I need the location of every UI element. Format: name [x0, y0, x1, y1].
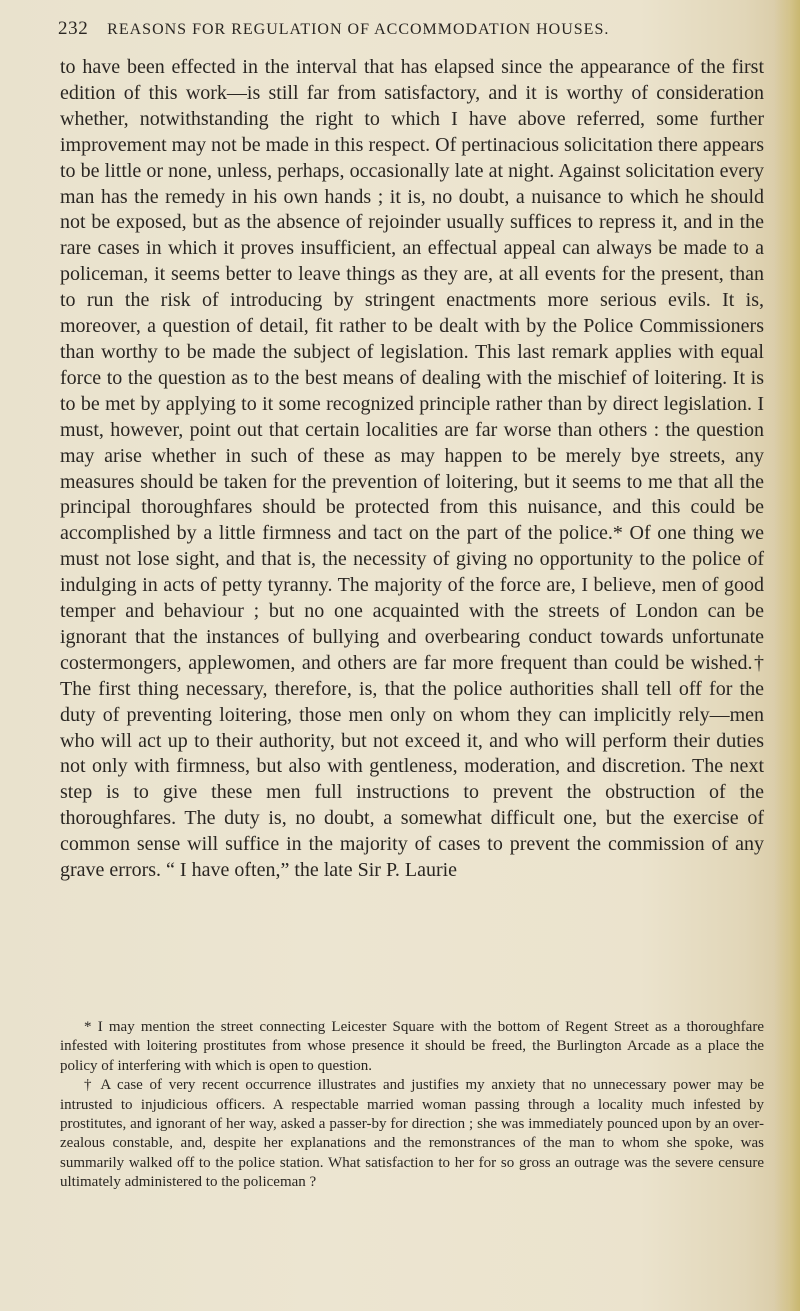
running-title: REASONS FOR REGULATION OF ACCOMMODATION HOUSES. — [107, 21, 610, 38]
body-text — [60, 55, 764, 884]
footnotes — [60, 1018, 764, 1193]
page-number: 232 — [58, 18, 89, 39]
running-head — [58, 18, 758, 48]
body-paragraph: to have been effected in the interval that has elapsed since the appearance of the first edition of this work—is still far from satisfactory, and it is worthy of consideration whether, notwithstanding the right to which I have above referred, some further improvement may not be made in this respect. Of pertinacious solicitation there appears to be little or none, unless, perhaps, occasionally late at night. Against solicitation every man has the remedy in his own hands ; it is, no doubt, a nuisance to which he should not be exposed, but as the absence of rejoinder usually suffices to repress it, and in the rare cases in which it proves insufficient, an effectual appeal can always be made to a policeman, it seems better to leave things as they are, at all events for the present, than to run the risk of introducing by stringent enactments more serious evils. It is, moreover, a question of detail, fit rather to be dealt with by the Police Commissioners than worthy to be made the subject of legislation. This last remark applies with equal force to the question as to the best means of dealing with the mischief of loitering. It is to be met by applying to it some recognized principle rather than by direct legislation. I must, however, point out that certain localities are far worse than others : the question may arise whether in such of these as may happen to be merely bye streets, any measures should be taken for the prevention of loitering, but it seems to me that all the principal thoroughfares should be protected from this nuisance, and this could be accomplished by a little firmness and tact on the part of the police.* Of one thing we must not lose sight, and that is, the necessity of giving no opportunity to the police of indulging in acts of petty tyranny. The majority of the force are, I believe, men of good temper and behaviour ; but no one acquainted with the streets of London can be ignorant that the instances of bullying and overbearing conduct towards unfortunate costermongers, applewomen, and others are far more frequent than could be wished.† The first thing necessary, therefore, is, that the police authorities shall tell off for the duty of preventing loitering, those men only on whom they can implicitly rely—men who will act up to their authority, but not exceed it, and who will perform their duties not only with firmness, but also with gentleness, moderation, and discretion. The next step is to give these men full instructions to prevent the obstruction of the thoroughfares. The duty is, no doubt, a somewhat difficult one, but the exercise of common sense will suffice in the majority of cases to prevent the commission of any grave errors. “ I have often,” the late Sir P. Laurie — [60, 56, 764, 882]
footnote-2: † A case of very recent occurrence illustrates and justifies my anxiety that no unnecessary power may be intrusted to injudicious officers. A respectable married woman passing through a locality much infested by prostitutes, and ignorant of her way, asked a passer-by for direction ; she was immediately pounced upon by an over-zealous constable, and, despite her explanations and the remonstrances of the man to whom she spoke, was summarily walked off to the police station. What satisfaction to her for so gross an outrage was the severe censure ultimately administered to the policeman ? — [60, 1077, 764, 1191]
page-edge-stain — [774, 0, 800, 1311]
footnote-1: * I may mention the street connecting Leicester Square with the bottom of Regent Street as a thoroughfare infested with loitering prostitutes from whose presence it should be freed, the Burlington Arcade as a place the policy of interfering with which is open to question. — [60, 1019, 764, 1074]
